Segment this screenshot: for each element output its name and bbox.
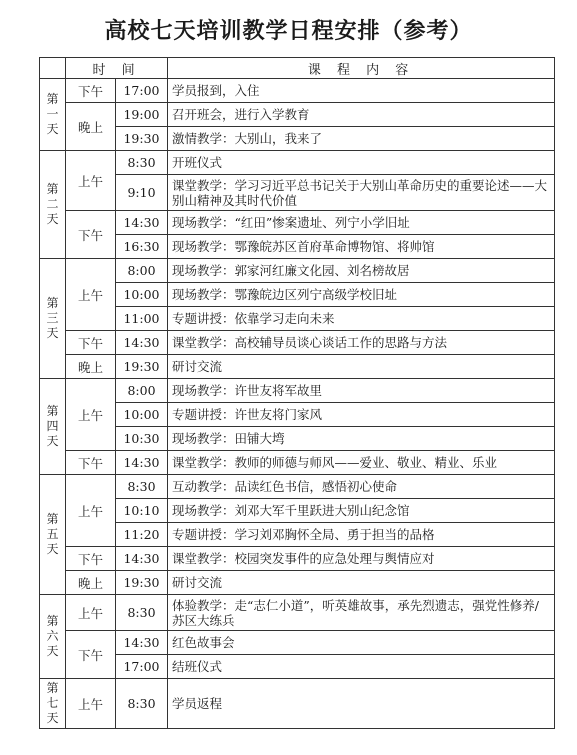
content-cell: 研讨交流 bbox=[168, 571, 555, 595]
period-cell: 晚上 bbox=[66, 103, 116, 151]
table-row bbox=[40, 475, 555, 499]
header-content: 课 程 内 容 bbox=[168, 58, 555, 79]
content-cell: 研讨交流 bbox=[168, 355, 555, 379]
content-cell: 互动教学：品读红色书信，感悟初心使命 bbox=[168, 475, 555, 499]
table-row bbox=[40, 451, 555, 475]
time-cell: 19:30 bbox=[116, 355, 168, 379]
table-row bbox=[40, 499, 555, 523]
day-label: 第 四 天 bbox=[40, 379, 66, 475]
table-row bbox=[40, 283, 555, 307]
time-cell: 10:30 bbox=[116, 427, 168, 451]
time-cell: 14:30 bbox=[116, 451, 168, 475]
period-cell: 下午 bbox=[66, 211, 116, 259]
table-row bbox=[40, 427, 555, 451]
time-cell: 16:30 bbox=[116, 235, 168, 259]
time-cell: 10:10 bbox=[116, 499, 168, 523]
document-title: 高校七天培训教学日程安排（参考） bbox=[104, 18, 473, 44]
table-row bbox=[40, 403, 555, 427]
day-label: 第 七 天 bbox=[40, 679, 66, 729]
period-cell: 上午 bbox=[66, 475, 116, 547]
header-time: 时 间 bbox=[66, 58, 168, 79]
content-cell: 结班仪式 bbox=[168, 655, 555, 679]
content-cell: 课堂教学：学习习近平总书记关于大别山革命历史的重要论述——大别山精神及其时代价值 bbox=[168, 175, 555, 211]
day-label: 第 五 天 bbox=[40, 475, 66, 595]
content-cell: 课堂教学：校园突发事件的应急处理与舆情应对 bbox=[168, 547, 555, 571]
content-cell: 开班仪式 bbox=[168, 151, 555, 175]
content-cell: 激情教学：大别山，我来了 bbox=[168, 127, 555, 151]
period-cell: 上午 bbox=[66, 151, 116, 211]
time-cell: 14:30 bbox=[116, 547, 168, 571]
time-cell: 17:00 bbox=[116, 655, 168, 679]
time-cell: 19:30 bbox=[116, 127, 168, 151]
time-cell: 17:00 bbox=[116, 79, 168, 103]
table-row bbox=[40, 523, 555, 547]
time-cell: 8:00 bbox=[116, 379, 168, 403]
schedule-table bbox=[39, 57, 555, 729]
content-cell: 现场教学：许世友将军故里 bbox=[168, 379, 555, 403]
table-row bbox=[40, 235, 555, 259]
table-row bbox=[40, 655, 555, 679]
time-cell: 8:30 bbox=[116, 475, 168, 499]
content-cell: 体验教学：走“志仁小道”，听英雄故事，承先烈遗志，强党性修养/苏区大练兵 bbox=[168, 595, 555, 631]
content-cell: 现场教学：田铺大塆 bbox=[168, 427, 555, 451]
period-cell: 下午 bbox=[66, 451, 116, 475]
content-cell: 学员返程 bbox=[168, 679, 555, 729]
period-cell: 下午 bbox=[66, 331, 116, 355]
table-row bbox=[40, 379, 555, 403]
header-blank bbox=[40, 58, 66, 79]
time-cell: 8:30 bbox=[116, 595, 168, 631]
table-row bbox=[40, 595, 555, 631]
table-row bbox=[40, 151, 555, 175]
table-row bbox=[40, 307, 555, 331]
time-cell: 11:00 bbox=[116, 307, 168, 331]
content-cell: 现场教学：鄂豫皖苏区首府革命博物馆、将帅馆 bbox=[168, 235, 555, 259]
time-cell: 8:30 bbox=[116, 679, 168, 729]
content-cell: 现场教学：“红田”惨案遗址、列宁小学旧址 bbox=[168, 211, 555, 235]
table-row bbox=[40, 547, 555, 571]
content-cell: 专题讲授：学习刘邓胸怀全局、勇于担当的品格 bbox=[168, 523, 555, 547]
period-cell: 晚上 bbox=[66, 571, 116, 595]
time-cell: 19:30 bbox=[116, 571, 168, 595]
period-cell: 上午 bbox=[66, 679, 116, 729]
day-label: 第 一 天 bbox=[40, 79, 66, 151]
content-cell: 学员报到，入住 bbox=[168, 79, 555, 103]
table-row bbox=[40, 211, 555, 235]
table-row bbox=[40, 103, 555, 127]
period-cell: 下午 bbox=[66, 631, 116, 679]
period-cell: 下午 bbox=[66, 79, 116, 103]
table-row bbox=[40, 571, 555, 595]
time-cell: 9:10 bbox=[116, 175, 168, 211]
time-cell: 10:00 bbox=[116, 403, 168, 427]
table-row bbox=[40, 331, 555, 355]
time-cell: 11:20 bbox=[116, 523, 168, 547]
time-cell: 8:30 bbox=[116, 151, 168, 175]
period-cell: 晚上 bbox=[66, 355, 116, 379]
content-cell: 专题讲授：依靠学习走向未来 bbox=[168, 307, 555, 331]
period-cell: 下午 bbox=[66, 547, 116, 571]
table-row bbox=[40, 259, 555, 283]
content-cell: 课堂教学：高校辅导员谈心谈话工作的思路与方法 bbox=[168, 331, 555, 355]
content-cell: 红色故事会 bbox=[168, 631, 555, 655]
table-row bbox=[40, 679, 555, 729]
content-cell: 现场教学：刘邓大军千里跃进大别山纪念馆 bbox=[168, 499, 555, 523]
content-cell: 专题讲授：许世友将门家风 bbox=[168, 403, 555, 427]
content-cell: 现场教学：郭家河红廉文化园、刘名榜故居 bbox=[168, 259, 555, 283]
table-row bbox=[40, 127, 555, 151]
day-label: 第 三 天 bbox=[40, 259, 66, 379]
content-cell: 课堂教学：教师的师德与师风——爱业、敬业、精业、乐业 bbox=[168, 451, 555, 475]
day-label: 第 六 天 bbox=[40, 595, 66, 679]
table-row bbox=[40, 79, 555, 103]
content-cell: 现场教学：鄂豫皖边区列宁高级学校旧址 bbox=[168, 283, 555, 307]
table-row bbox=[40, 355, 555, 379]
period-cell: 上午 bbox=[66, 379, 116, 451]
time-cell: 14:30 bbox=[116, 331, 168, 355]
table-row bbox=[40, 631, 555, 655]
time-cell: 19:00 bbox=[116, 103, 168, 127]
time-cell: 8:00 bbox=[116, 259, 168, 283]
content-cell: 召开班会，进行入学教育 bbox=[168, 103, 555, 127]
period-cell: 上午 bbox=[66, 259, 116, 331]
table-row bbox=[40, 175, 555, 211]
time-cell: 10:00 bbox=[116, 283, 168, 307]
day-label: 第 二 天 bbox=[40, 151, 66, 259]
period-cell: 上午 bbox=[66, 595, 116, 631]
time-cell: 14:30 bbox=[116, 631, 168, 655]
time-cell: 14:30 bbox=[116, 211, 168, 235]
